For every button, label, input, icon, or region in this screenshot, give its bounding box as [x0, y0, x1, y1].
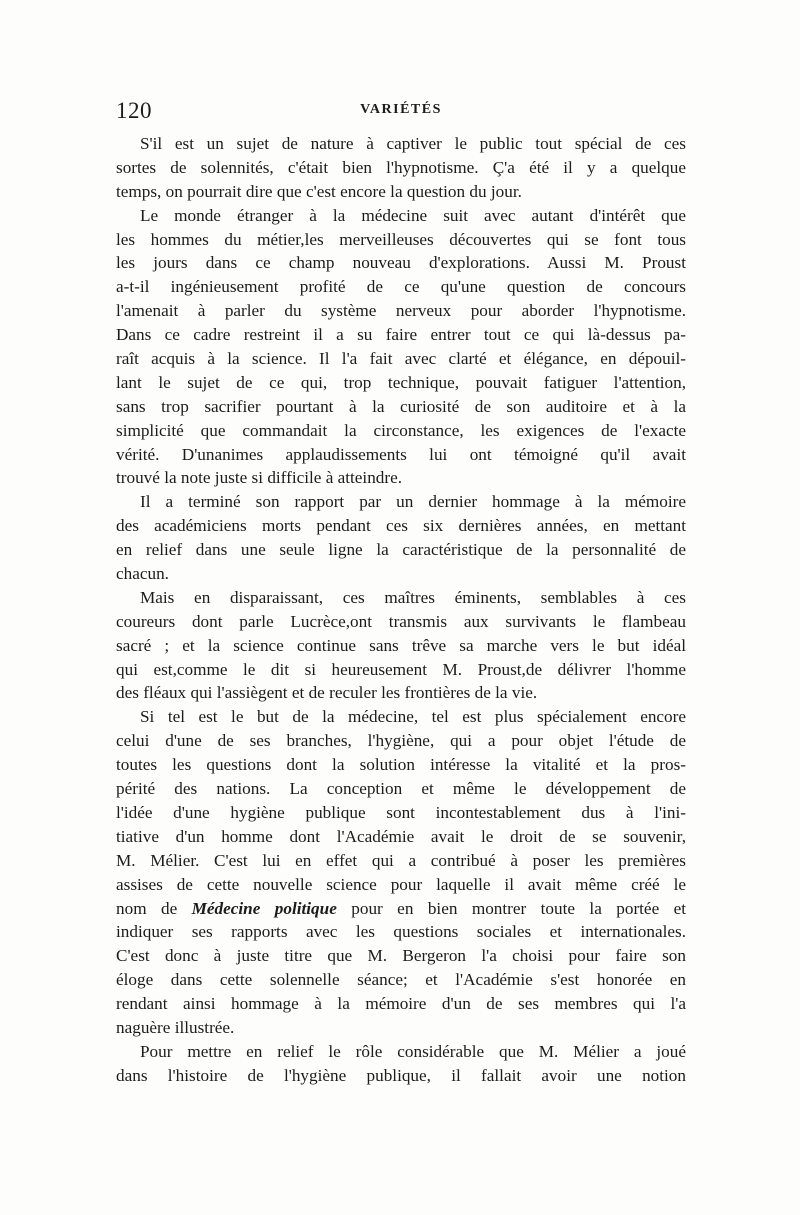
text-line: Mais en disparaissant, ces maîtres éminents, semblables à ces: [140, 587, 686, 607]
text-line: coureurs dont parle Lucrèce,ont transmis aux survivants le flambeau: [116, 611, 686, 631]
text-line: tiative d'un homme dont l'Académie avait le droit de se souvenir,: [116, 826, 686, 846]
text-line: vérité. D'unanimes applaudissements lui ont témoigné qu'il avait: [116, 444, 686, 464]
text-line: temps, on pourrait dire que c'est encore la question du jour.: [116, 181, 522, 201]
text-line: sacré ; et la science continue sans trêve sa marche vers le but idéal: [116, 635, 686, 655]
text-line: assises de cette nouvelle science pour laquelle il avait même créé le: [116, 874, 686, 894]
text-line: raît acquis à la science. Il l'a fait avec clarté et élégance, en dépouil-: [116, 349, 686, 369]
text-line: Pour mettre en relief le rôle considérable que M. Mélier a joué: [140, 1041, 686, 1061]
text-line: toutes les questions dont la solution intéresse la vitalité et la pros-: [116, 755, 686, 775]
text-line: trouvé la note juste si difficile à atteindre.: [116, 468, 403, 488]
text-line: sortes de solennités, c'était bien l'hypnotisme. Ç'a été il y a quelque: [116, 157, 686, 177]
body-text: [116, 132, 686, 1088]
page-header: [116, 98, 686, 122]
text-line: Il a terminé son rapport par un dernier hommage à la mémoire: [140, 492, 686, 512]
text-line: naguère illustrée.: [116, 1017, 235, 1037]
text-line: simplicité que commandait la circonstance, les exigences de l'exacte: [116, 420, 686, 440]
text-line: a-t-il ingénieusement profité de ce qu'une question de concours: [116, 277, 686, 297]
text-line: M. Mélier. C'est lui en effet qui a contribué à poser les premières: [116, 850, 686, 870]
text-line: des académiciens morts pendant ces six dernières années, en mettant: [116, 516, 686, 536]
emphasis-medecine-politique: Médecine politique: [191, 898, 337, 918]
page-number: 120: [116, 98, 152, 123]
text-line: indiquer ses rapports avec les questions sociales et internationales.: [116, 922, 686, 942]
text-line: Le monde étranger à la médecine suit avec autant d'intérêt que: [140, 205, 686, 225]
text-segment: pour en bien montrer toute la portée et: [351, 898, 686, 918]
text-line: qui est,comme le dit si heureusement M. Proust,de délivrer l'homme: [116, 659, 686, 679]
text-line: les jours dans ce champ nouveau d'explorations. Aussi M. Proust: [116, 253, 686, 273]
text-line: Si tel est le but de la médecine, tel est plus spécialement encore: [140, 707, 686, 727]
text-line: Dans ce cadre restreint il a su faire entrer tout ce qui là-dessus pa-: [116, 325, 686, 345]
text-line: les hommes du métier,les merveilleuses découvertes qui se font tous: [116, 229, 686, 249]
text-line: dans l'histoire de l'hygiène publique, il fallait avoir une notion: [116, 1065, 686, 1085]
text-line: lant le sujet de ce qui, trop technique, pouvait fatiguer l'attention,: [116, 372, 686, 392]
text-line: rendant ainsi hommage à la mémoire d'un de ses membres qui l'a: [116, 994, 686, 1014]
text-line: en relief dans une seule ligne la caractéristique de la personnalité de: [116, 540, 686, 560]
running-head: VARIÉTÉS: [360, 102, 442, 117]
text-line: l'amenait à parler du système nerveux pour aborder l'hypnotisme.: [116, 301, 686, 321]
text-line-with-emphasis: [116, 897, 686, 921]
text-line: l'idée d'une hygiène publique sont incontestablement dus à l'ini-: [116, 802, 686, 822]
text-segment: nom de: [116, 898, 178, 918]
text-line: chacun.: [116, 564, 169, 584]
text-line: S'il est un sujet de nature à captiver le public tout spécial de ces: [140, 134, 686, 153]
text-line: C'est donc à juste titre que M. Bergeron l'a choisi pour faire son: [116, 946, 686, 966]
text-line: périté des nations. La conception et même le développement de: [116, 779, 686, 799]
text-line: des fléaux qui l'assiègent et de reculer les frontières de la vie.: [116, 683, 538, 703]
text-line: sans trop sacrifier pourtant à la curiosité de son auditoire et à la: [116, 396, 686, 416]
text-line: celui d'une de ses branches, l'hygiène, qui a pour objet l'étude de: [116, 731, 686, 751]
text-line: éloge dans cette solennelle séance; et l'Académie s'est honorée en: [116, 970, 686, 990]
